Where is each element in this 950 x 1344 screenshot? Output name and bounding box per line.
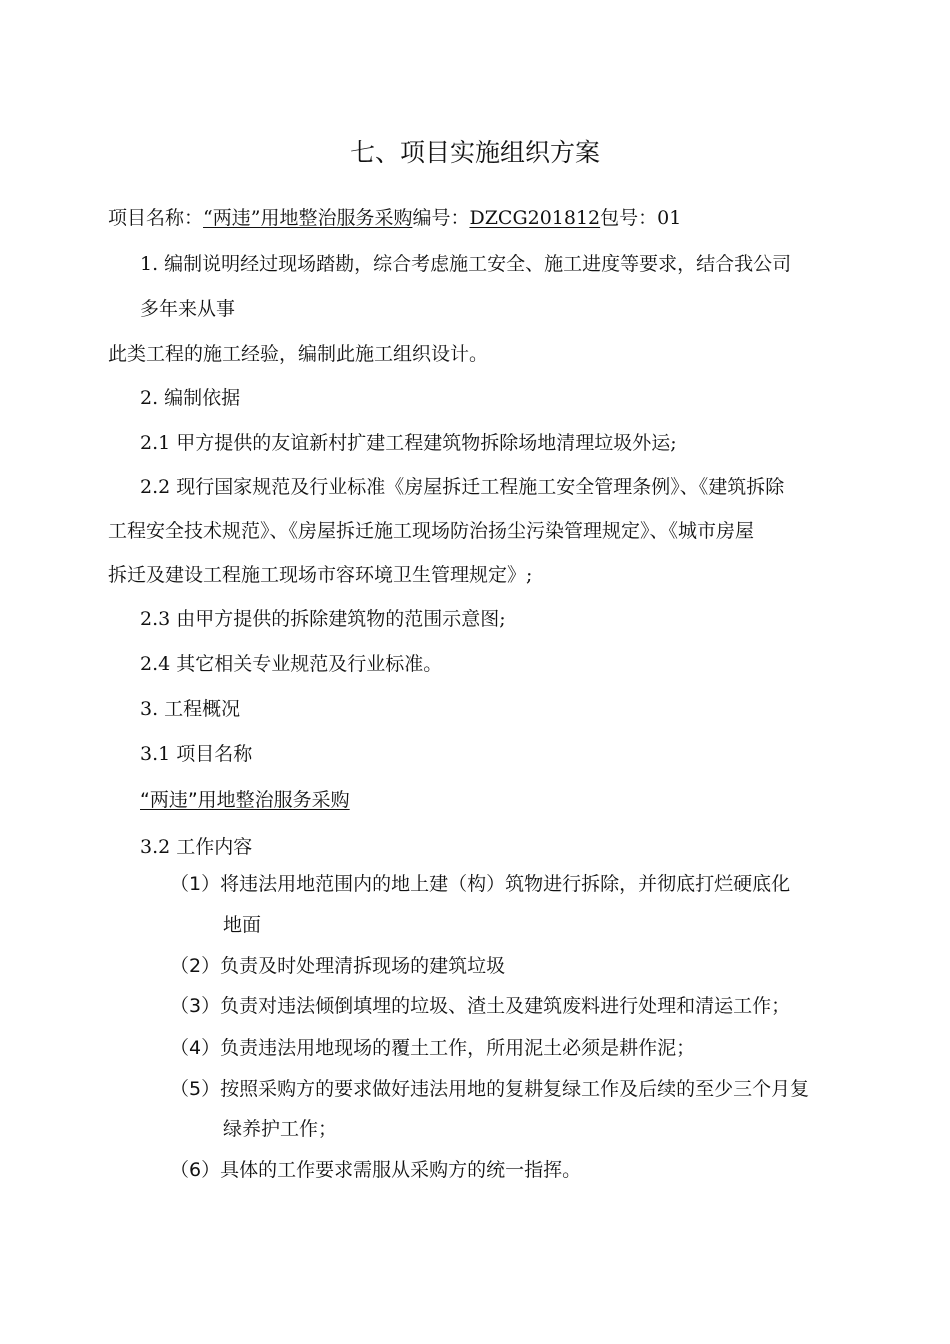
work-item-2: （2）负责及时处理清拆现场的建筑垃圾 [170,955,506,977]
package-label: 包号： [600,207,658,229]
section-1-line-2: 多年来从事 [140,298,236,320]
project-line [108,205,681,231]
project-name: “两违”用地整治服务采购 [203,207,413,229]
section-2-item-1: 2.1 甲方提供的友谊新村扩建工程建筑物拆除场地清理垃圾外运; [140,432,677,454]
section-1-line-1: 1. 编制说明经过现场踏勘，综合考虑施工安全、施工进度等要求，结合我公司 [140,253,792,275]
section-2-heading: 2. 编制依据 [140,387,241,409]
section-2-item-2-line-2: 工程安全技术规范》、《房屋拆迁施工现场防治扬尘污染管理规定》、《城市房屋 [108,520,755,542]
code-label: 编号： [412,207,470,229]
section-1-line-3: 此类工程的施工经验，编制此施工组织设计。 [108,343,489,365]
work-item-3: （3）负责对违法倾倒填埋的垃圾、渣土及建筑废料进行处理和清运工作； [170,995,791,1017]
section-3-sub-2: 3.2 工作内容 [140,836,253,858]
work-item-4: （4）负责违法用地现场的覆土工作，所用泥土必须是耕作泥； [170,1037,696,1059]
section-2-item-2-line-1: 2.2 现行国家规范及行业标准《房屋拆迁工程施工安全管理条例》、《建筑拆除 [140,476,785,498]
work-item-6: （6）具体的工作要求需服从采购方的统一指挥。 [170,1159,582,1181]
section-3-sub-1: 3.1 项目名称 [140,743,253,765]
work-item-5-line-2: 绿养护工作； [223,1118,338,1140]
section-2-item-3: 2.3 由甲方提供的拆除建筑物的范围示意图; [140,608,506,630]
package-number: 01 [657,207,682,229]
work-item-5-line-1: （5）按照采购方的要求做好违法用地的复耕复绿工作及后续的至少三个月复 [170,1078,810,1100]
project-label: 项目名称： [108,207,204,229]
section-3-heading: 3. 工程概况 [140,698,241,720]
page-title: 七、项目实施组织方案 [349,138,600,167]
project-code: DZCG201812 [469,207,601,229]
section-2-item-4: 2.4 其它相关专业规范及行业标准。 [140,653,443,675]
section-3-project-name: “两违”用地整治服务采购 [140,789,350,811]
work-item-1-line-2: 地面 [223,914,262,936]
work-item-1-line-1: （1）将违法用地范围内的地上建（构）筑物进行拆除，并彻底打烂硬底化 [170,873,791,895]
section-2-item-2-line-3: 拆迁及建设工程施工现场市容环境卫生管理规定》; [108,564,533,586]
